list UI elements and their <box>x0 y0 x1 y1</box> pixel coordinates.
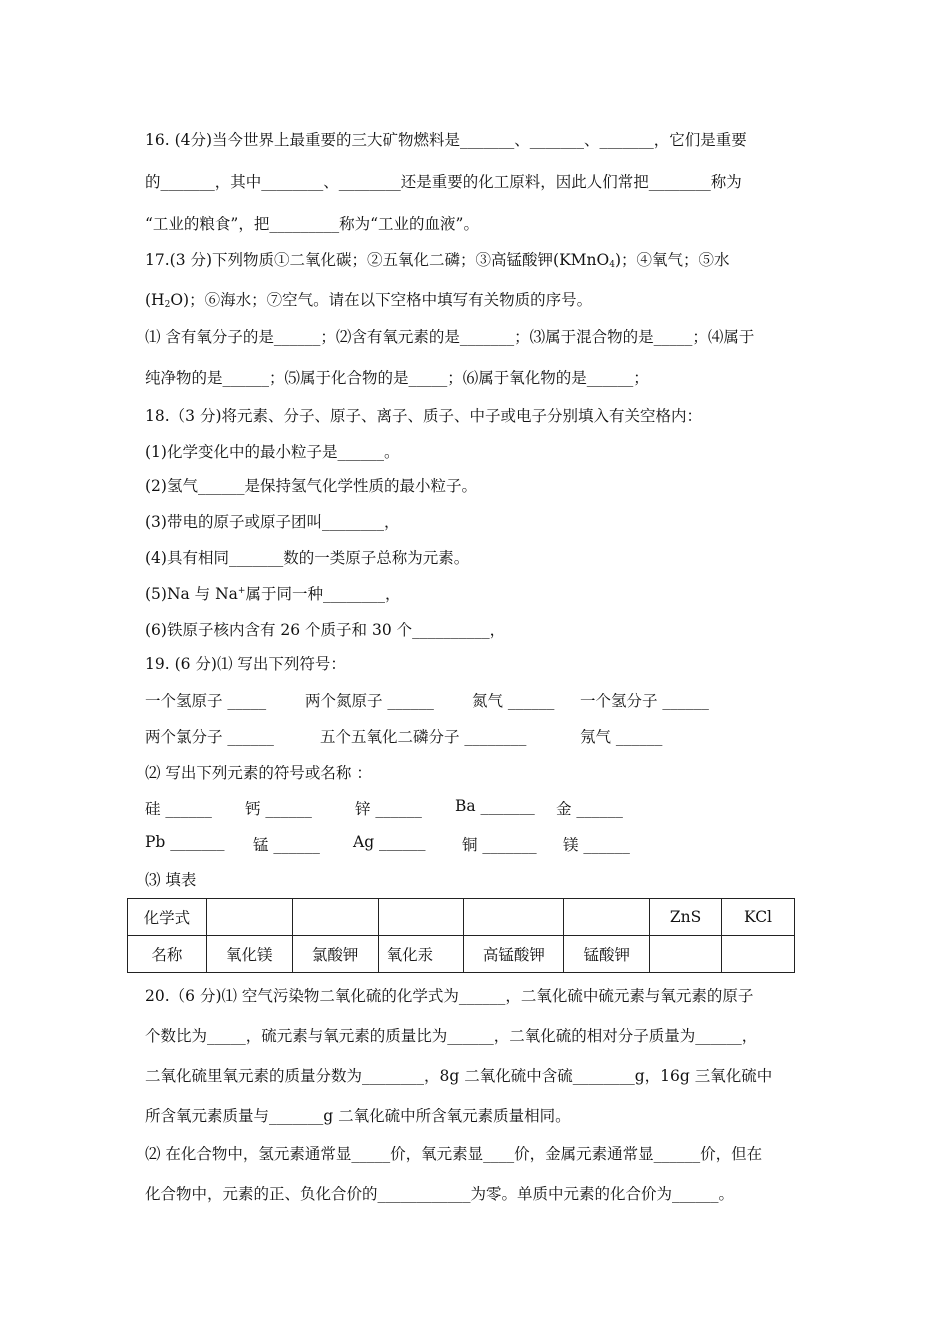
q19-row2-cell: 五个五氧化二磷分子 ________ <box>320 728 527 746</box>
q17-line-1-subscript: 4 <box>609 260 615 270</box>
table-cell <box>650 936 722 973</box>
table-cell: 高锰酸钾 <box>464 936 564 973</box>
q19-row2-cell: 氖气 ______ <box>580 728 663 746</box>
q18-item-4: (4)具有相同_______数的一类原子总称为元素。 <box>145 549 470 567</box>
q18-item-1: (1)化学变化中的最小粒子是______。 <box>145 443 400 461</box>
fill-in-table <box>127 898 795 973</box>
q17-line-3: ⑴ 含有氧分子的是______；⑵含有氧元素的是_______；⑶属于混合物的是_____；⑷属于 <box>145 328 755 346</box>
q17-line-1 <box>145 248 730 270</box>
q16-line-3: “工业的粮食”，把_________称为“工业的血液”。 <box>145 215 479 233</box>
q19-row4-cell: Pb _______ <box>145 833 225 851</box>
q19-row2-cell: 两个氯分子 ______ <box>145 728 274 746</box>
table-cell: ZnS <box>650 899 722 936</box>
table-cell: KCl <box>722 899 795 936</box>
q17-line-4: 纯净物的是______；⑸属于化合物的是_____；⑹属于氧化物的是______； <box>145 369 649 387</box>
table-row-name <box>128 936 795 973</box>
q17-line-1-end: )；④氧气；⑤水 <box>614 251 730 269</box>
q19-row4-cell: Ag ______ <box>353 833 426 851</box>
q20-line-3: 二氧化硫里氧元素的质量分数为________，8g 二氧化硫中含硫________g，16g 三氧化硫中 <box>145 1067 773 1085</box>
table-cell <box>378 899 464 936</box>
table-header-formula: 化学式 <box>128 899 207 936</box>
q17-line-2-end: O)；⑥海水；⑦空气。请在以下空格中填写有关物质的序号。 <box>170 291 593 309</box>
table-cell <box>464 899 564 936</box>
q19-row3-cell: 锌 ______ <box>355 800 422 818</box>
q19-row4-cell: 锰 ______ <box>253 836 320 854</box>
q18-item-6: (6)铁原子核内含有 26 个质子和 30 个__________， <box>145 621 506 639</box>
q19-row1-cell: 一个氢分子 ______ <box>580 692 709 710</box>
q18-item-3: (3)带电的原子或原子团叫________， <box>145 513 400 531</box>
table-cell <box>292 899 378 936</box>
q17-line-2-subscript: 2 <box>164 300 171 310</box>
table-header-name: 名称 <box>128 936 207 973</box>
q17-line-1-text: 17.(3 分)下列物质①二氧化碳；②五氧化二磷；③高锰酸钾(KMnO <box>145 251 610 269</box>
q18-item-5-superscript: + <box>237 586 246 596</box>
q18-title: 18.（3 分)将元素、分子、原子、离子、质子、中子或电子分别填入有关空格内： <box>145 407 702 425</box>
q19-title: 19. (6 分)⑴ 写出下列符号： <box>145 655 346 673</box>
q19-row3-cell: Ba _______ <box>455 797 535 815</box>
q19-row3-cell: 硅 ______ <box>145 800 212 818</box>
q19-part-2: ⑵ 写出下列元素的符号或名称 ： <box>145 764 372 782</box>
table-cell <box>206 899 292 936</box>
table-row-formula <box>128 899 795 936</box>
q16-line-1: 16. (4分)当今世界上最重要的三大矿物燃料是_______、_______、_______，它们是重要 <box>145 131 747 149</box>
table-cell: 锰酸钾 <box>564 936 650 973</box>
q19-row3-cell: 钙 ______ <box>245 800 312 818</box>
q18-item-5-end: 属于同一种________， <box>245 585 401 603</box>
q20-line-6: 化合物中，元素的正、负化合价的____________为零。单质中元素的化合价为______。 <box>145 1185 735 1203</box>
q18-item-2: (2)氢气______是保持氢气化学性质的最小粒子。 <box>145 477 477 495</box>
q20-line-2: 个数比为_____，硫元素与氧元素的质量比为______，二氧化硫的相对分子质量为______， <box>145 1027 758 1045</box>
q19-row3-cell: 金 ______ <box>556 800 623 818</box>
table-cell: 氧化镁 <box>206 936 292 973</box>
table-cell: 氧化汞 <box>378 936 464 973</box>
q17-line-2 <box>145 288 592 310</box>
q18-item-5 <box>145 582 400 604</box>
table-cell <box>564 899 650 936</box>
q16-line-2: 的_______，其中________、________还是重要的化工原料，因此人们常把________称为 <box>145 173 742 191</box>
q20-line-4: 所含氧元素质量与_______g 二氧化硫中所含氧元素质量相同。 <box>145 1107 571 1125</box>
table-cell: 氯酸钾 <box>292 936 378 973</box>
q19-part-3: ⑶ 填表 <box>145 871 197 889</box>
q18-item-5-start: (5)Na 与 Na <box>145 585 238 603</box>
q17-line-2-start: (H <box>145 291 165 309</box>
q20-line-5: ⑵ 在化合物中，氢元素通常显_____价，氧元素显____价，金属元素通常显______价，但在 <box>145 1145 763 1163</box>
q19-row1-cell: 两个氮原子 ______ <box>305 692 434 710</box>
table-cell <box>722 936 795 973</box>
q19-row1-cell: 一个氢原子 _____ <box>145 692 267 710</box>
q19-row4-cell: 铜 _______ <box>462 836 537 854</box>
q20-line-1: 20.（6 分)⑴ 空气污染物二氧化硫的化学式为______，二氧化硫中硫元素与氧元素的原子 <box>145 987 754 1005</box>
q19-row1-cell: 氮气 ______ <box>472 692 555 710</box>
q19-row4-cell: 镁 ______ <box>563 836 630 854</box>
